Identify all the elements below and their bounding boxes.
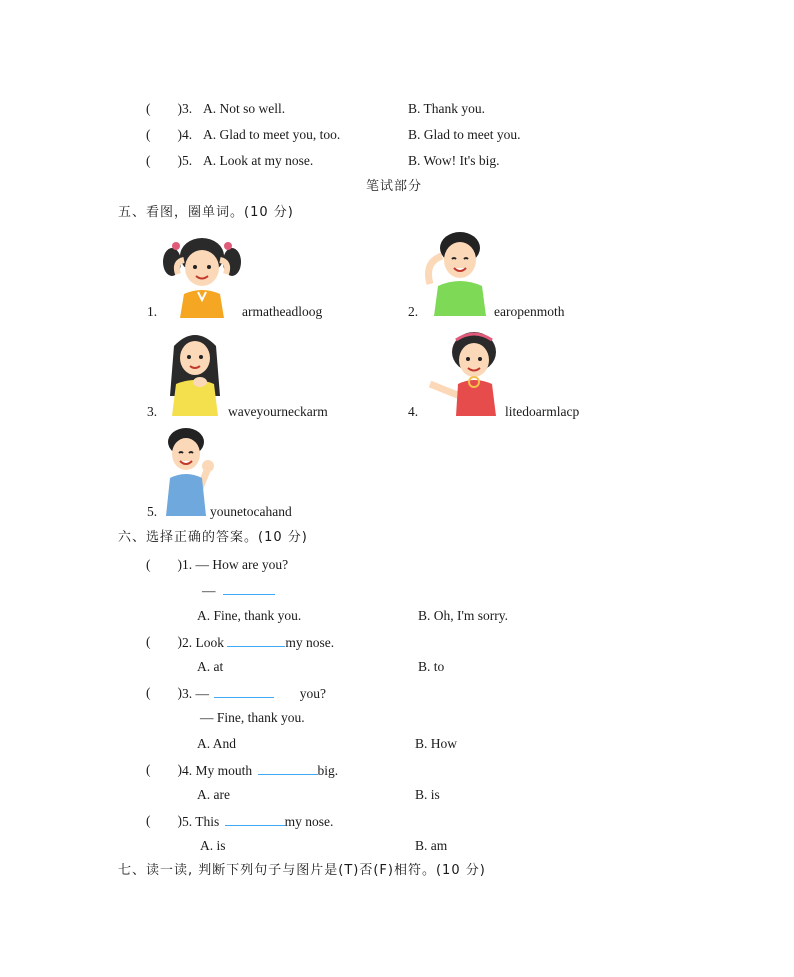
answer-paren[interactable]: ( ) bbox=[146, 127, 182, 142]
option-a: A. Fine, thank you. bbox=[197, 608, 302, 623]
section5-heading: 五、看图，圈单词。(10 分) bbox=[118, 205, 294, 220]
option-b: B. am bbox=[415, 838, 448, 853]
option-a: A. at bbox=[197, 659, 224, 674]
question-number: 3. bbox=[182, 101, 193, 116]
answer-paren[interactable]: ( ) bbox=[146, 762, 182, 777]
option-a: A. Look at my nose. bbox=[203, 153, 314, 168]
dialogue-line bbox=[202, 582, 275, 599]
stem-pre: 3. — bbox=[182, 686, 209, 701]
item-number: 3. bbox=[147, 404, 158, 419]
letter-string[interactable]: waveyourneckarm bbox=[228, 404, 328, 419]
option-b: B. How bbox=[415, 736, 458, 751]
question-stem bbox=[182, 813, 333, 830]
option-b: B. Thank you. bbox=[408, 101, 485, 116]
question-stem: 1. — How are you? bbox=[182, 557, 289, 572]
letter-string[interactable]: younetocahand bbox=[210, 504, 292, 519]
answer-paren[interactable]: ( ) bbox=[146, 101, 182, 116]
girl-arm-picture bbox=[422, 326, 508, 416]
option-b: B. Oh, I'm sorry. bbox=[418, 608, 509, 623]
girl-pigtails-picture bbox=[160, 234, 244, 318]
option-a: A. Glad to meet you, too. bbox=[203, 127, 341, 142]
option-a: A. are bbox=[197, 787, 230, 802]
dash: — bbox=[202, 583, 216, 598]
section7-heading: 七、读一读, 判断下列句子与图片是(T)否(F)相符。(10 分) bbox=[118, 863, 486, 878]
question-stem bbox=[182, 634, 334, 651]
stem-pre: 5. This bbox=[182, 814, 220, 829]
question-number: 4. bbox=[182, 127, 193, 142]
answer-paren[interactable]: ( ) bbox=[146, 813, 182, 828]
question-number: 5. bbox=[182, 153, 193, 168]
fill-blank[interactable] bbox=[214, 685, 274, 698]
item-number: 1. bbox=[147, 304, 158, 319]
fill-blank[interactable] bbox=[227, 634, 285, 647]
girl-neck-picture bbox=[160, 326, 230, 416]
stem-post: you? bbox=[299, 686, 326, 701]
letter-string[interactable]: litedoarmlacp bbox=[505, 404, 580, 419]
stem-pre: 4. My mouth bbox=[182, 763, 253, 778]
fill-blank[interactable] bbox=[225, 813, 285, 826]
option-b: B. Glad to meet you. bbox=[408, 127, 521, 142]
item-number: 2. bbox=[408, 304, 419, 319]
stem-post: big. bbox=[317, 763, 339, 778]
item-number: 4. bbox=[408, 404, 419, 419]
question-stem bbox=[182, 762, 338, 779]
stem-post: my nose. bbox=[284, 814, 334, 829]
answer-paren[interactable]: ( ) bbox=[146, 634, 182, 649]
letter-string[interactable]: earopenmoth bbox=[494, 304, 565, 319]
option-a: A. Not so well. bbox=[203, 101, 286, 116]
boy-ear-picture bbox=[420, 226, 496, 316]
boy-hand-picture bbox=[160, 424, 216, 516]
stem-post: my nose. bbox=[285, 635, 335, 650]
written-part-title: 笔试部分 bbox=[366, 179, 423, 194]
letter-string[interactable]: armatheadloog bbox=[242, 304, 323, 319]
option-a: A. is bbox=[200, 838, 226, 853]
answer-paren[interactable]: ( ) bbox=[146, 153, 182, 168]
section6-heading: 六、选择正确的答案。(10 分) bbox=[118, 530, 308, 545]
option-a: A. And bbox=[197, 736, 237, 751]
question-stem bbox=[182, 685, 326, 702]
answer-paren[interactable]: ( ) bbox=[146, 557, 182, 572]
option-b: B. Wow! It's big. bbox=[408, 153, 500, 168]
item-number: 5. bbox=[147, 504, 158, 519]
answer-paren[interactable]: ( ) bbox=[146, 685, 182, 700]
option-b: B. to bbox=[418, 659, 445, 674]
fill-blank[interactable] bbox=[258, 762, 318, 775]
dialogue-line: — Fine, thank you. bbox=[200, 710, 305, 725]
stem-pre: 2. Look bbox=[182, 635, 224, 650]
option-b: B. is bbox=[415, 787, 440, 802]
fill-blank[interactable] bbox=[223, 582, 275, 595]
